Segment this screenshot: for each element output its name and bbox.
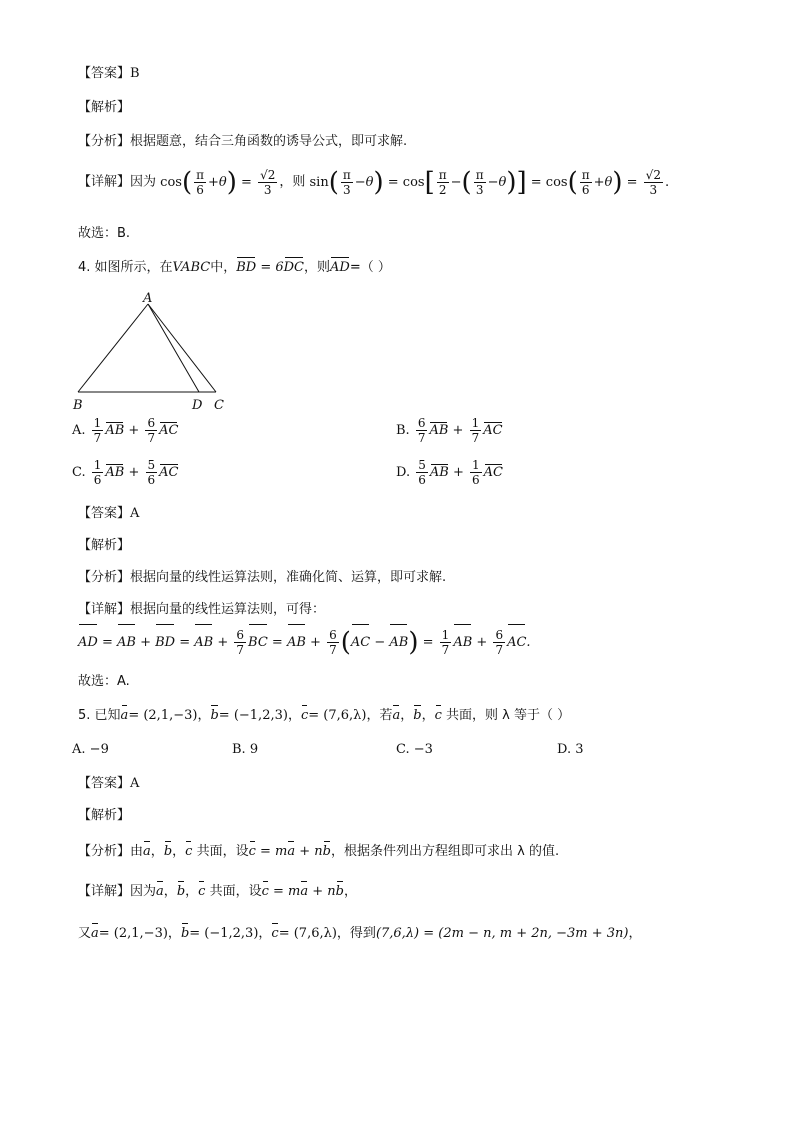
q4-condition: BD = 6DC <box>236 260 304 275</box>
fenxi-label: 【分析】 <box>78 134 131 149</box>
q3-fenxi <box>78 132 407 152</box>
answer-value: B <box>130 66 140 81</box>
conclusion-text: 故选：B. <box>78 226 131 241</box>
answer-label: 【答案】 <box>78 776 131 791</box>
q5-b-value: = (−1,2,3) <box>218 708 288 723</box>
q4-option-A[interactable]: A. $\frac{1}{7}$ AB + $\frac{6}{7}$ AC <box>72 416 179 445</box>
formula-cos-1: cos( $\frac{\pi}{6}$ +θ) = $\frac{√2}{3}$ <box>160 167 276 197</box>
coef-num: 1 <box>93 458 102 472</box>
q5-c-value-2: = (7,6,λ) <box>278 926 337 941</box>
q3-conclusion <box>78 224 130 244</box>
fenxi-text: 根据向量的线性运算法则，准确化简、运算，即可求解. <box>130 570 447 585</box>
q4-conclusion <box>78 672 130 692</box>
xiangjie-mid: 共面，设 <box>209 884 262 899</box>
q5-a-value: = (2,1,−3) <box>128 708 198 723</box>
q4-xiangjie <box>78 600 325 620</box>
label-B: B <box>73 398 83 413</box>
coef-den: 6 <box>472 473 480 487</box>
xiangjie-label: 【详解】 <box>78 884 131 899</box>
q4-stem-end: =（ ） <box>349 260 391 275</box>
xiangjie-prefix: 因为 <box>130 884 157 899</box>
q4-stem-prefix: 4. 如图所示，在 <box>78 260 173 275</box>
q5-answer-line <box>78 774 139 794</box>
q3-jiexi <box>78 98 130 118</box>
dedao: ，得到 <box>336 926 376 941</box>
q4-stem-mid2: ，则 <box>304 260 331 275</box>
label-D: D <box>192 398 203 413</box>
option-letter: D. <box>396 465 411 480</box>
q5-stem-end: 共面，则 λ 等于（ ） <box>446 708 571 723</box>
q4-option-B[interactable]: B. $\frac{6}{7}$ AB + $\frac{1}{7}$ AC <box>396 416 503 445</box>
option-letter: C. <box>396 742 410 757</box>
answer-label: 【答案】 <box>78 66 131 81</box>
coef-num: 6 <box>147 416 156 430</box>
coef-den: 7 <box>147 431 156 445</box>
q5-xiangjie: 【详解】因为a，b，c 共面，设c = ma + nb， <box>78 882 357 902</box>
answer-value: A <box>130 506 140 521</box>
q5-stem: 5. 已知a= (2,1,−3)，b= (−1,2,3)，c= (7,6,λ)，若a，b，c 共面，则 λ 等于（ ） <box>78 706 570 726</box>
option-letter: A. <box>72 742 86 757</box>
q5-option-B[interactable] <box>232 742 258 757</box>
q4-stem-mid: 中， <box>210 260 237 275</box>
option-value: 9 <box>249 742 259 757</box>
coef-num: 1 <box>93 416 102 430</box>
coef-num: 1 <box>471 416 480 430</box>
coef-den: 7 <box>417 431 426 445</box>
xiangjie-mid: ，则 <box>279 174 306 190</box>
q4-derivation: AD = AB + BD = AB + $\frac{6}{7}$ BC = AB + $\frac{6}{7}$ (AC − AB) = $\frac{1}{7}$ AB + $\frac{6}{7}$ AC. <box>78 624 531 661</box>
jiexi-label: 【解析】 <box>78 100 131 115</box>
q5-stem-prefix: 5. 已知 <box>78 708 121 723</box>
fenxi-text: 根据题意，结合三角函数的诱导公式，即可求解. <box>130 134 408 149</box>
triangle-figure <box>66 288 246 414</box>
fenxi-label: 【分析】 <box>78 570 131 585</box>
jiexi-label: 【解析】 <box>78 808 131 823</box>
q4-answer-line <box>78 504 139 524</box>
formula-sin-chain: sin( $\frac{\pi}{3}$ −θ) = cos[ $\frac{\pi}{2}$ −( $\frac{\pi}{3}$ −θ)] = cos( $\frac{\pi}{6}$ +θ) = $\frac{√2}{3}$ . <box>309 167 670 197</box>
q4-option-D[interactable]: D. $\frac{5}{6}$ AB + $\frac{1}{6}$ AC <box>396 458 503 487</box>
coef-den: 6 <box>147 473 156 487</box>
option-value: 3 <box>575 742 584 757</box>
option-value: −9 <box>89 742 109 757</box>
q5-option-A[interactable] <box>72 742 109 757</box>
q4-ad: AD <box>330 258 350 278</box>
xiangjie-label: 【详解】 <box>78 602 131 617</box>
conclusion-text: 故选：A. <box>78 674 130 689</box>
q5-option-D[interactable] <box>557 742 584 757</box>
option-letter: A. <box>72 423 86 438</box>
option-value: −3 <box>413 742 433 757</box>
answer-value: A <box>130 776 140 791</box>
fenxi-mid: 共面，设 <box>196 844 249 859</box>
q5-fenxi: 【分析】由a，b，c 共面，设c = ma + nb，根据条件列出方程组即可求出 λ 的值. <box>78 842 559 862</box>
coef-num: 5 <box>147 458 156 472</box>
fenxi-end: ，根据条件列出方程组即可求出 λ 的值. <box>330 844 560 859</box>
option-letter: C. <box>72 465 86 480</box>
coef-num: 5 <box>418 458 426 472</box>
xiangjie-label: 【详解】 <box>78 174 131 190</box>
q4-triangle: VABC <box>172 260 211 275</box>
coef-num: 1 <box>472 458 480 472</box>
answer-label: 【答案】 <box>78 506 131 521</box>
jiexi-label: 【解析】 <box>78 538 131 553</box>
coef-num: 6 <box>417 416 426 430</box>
option-letter: B. <box>232 742 246 757</box>
q5-option-C[interactable] <box>396 742 433 757</box>
q5-you: 又a= (2,1,−3)，b= (−1,2,3)，c= (7,6,λ)，得到(7,6,λ) = (2m − n, m + 2n, −3m + 3n)， <box>78 924 642 944</box>
q5-stem-mid: ，若 <box>366 708 393 723</box>
label-A: A <box>143 291 153 306</box>
final-equation: (7,6,λ) = (2m − n, m + 2n, −3m + 3n) <box>375 926 629 941</box>
q5-c-value: = (7,6,λ) <box>308 708 367 723</box>
coef-den: 7 <box>93 431 102 445</box>
option-letter: D. <box>557 742 572 757</box>
q5-b-value-2: = (−1,2,3) <box>189 926 259 941</box>
xiangjie-prefix: 因为 <box>130 174 157 190</box>
q3-answer-line <box>78 64 140 84</box>
q3-xiangjie <box>78 162 669 203</box>
q5-a-value-2: = (2,1,−3) <box>98 926 168 941</box>
you-prefix: 又 <box>78 926 92 941</box>
coef-den: 6 <box>93 473 102 487</box>
coef-den: 6 <box>418 473 426 487</box>
q4-stem <box>78 258 391 278</box>
xiangjie-text: 根据向量的线性运算法则，可得： <box>130 602 326 617</box>
fenxi-label: 【分析】 <box>78 844 131 859</box>
option-letter: B. <box>396 423 410 438</box>
q4-jiexi <box>78 536 130 556</box>
coef-den: 7 <box>471 431 480 445</box>
q4-fenxi <box>78 568 446 588</box>
fenxi-prefix: 由 <box>130 844 144 859</box>
label-C: C <box>214 398 224 413</box>
q5-jiexi <box>78 806 130 826</box>
q4-option-C[interactable]: C. $\frac{1}{6}$ AB + $\frac{5}{6}$ AC <box>72 458 179 487</box>
